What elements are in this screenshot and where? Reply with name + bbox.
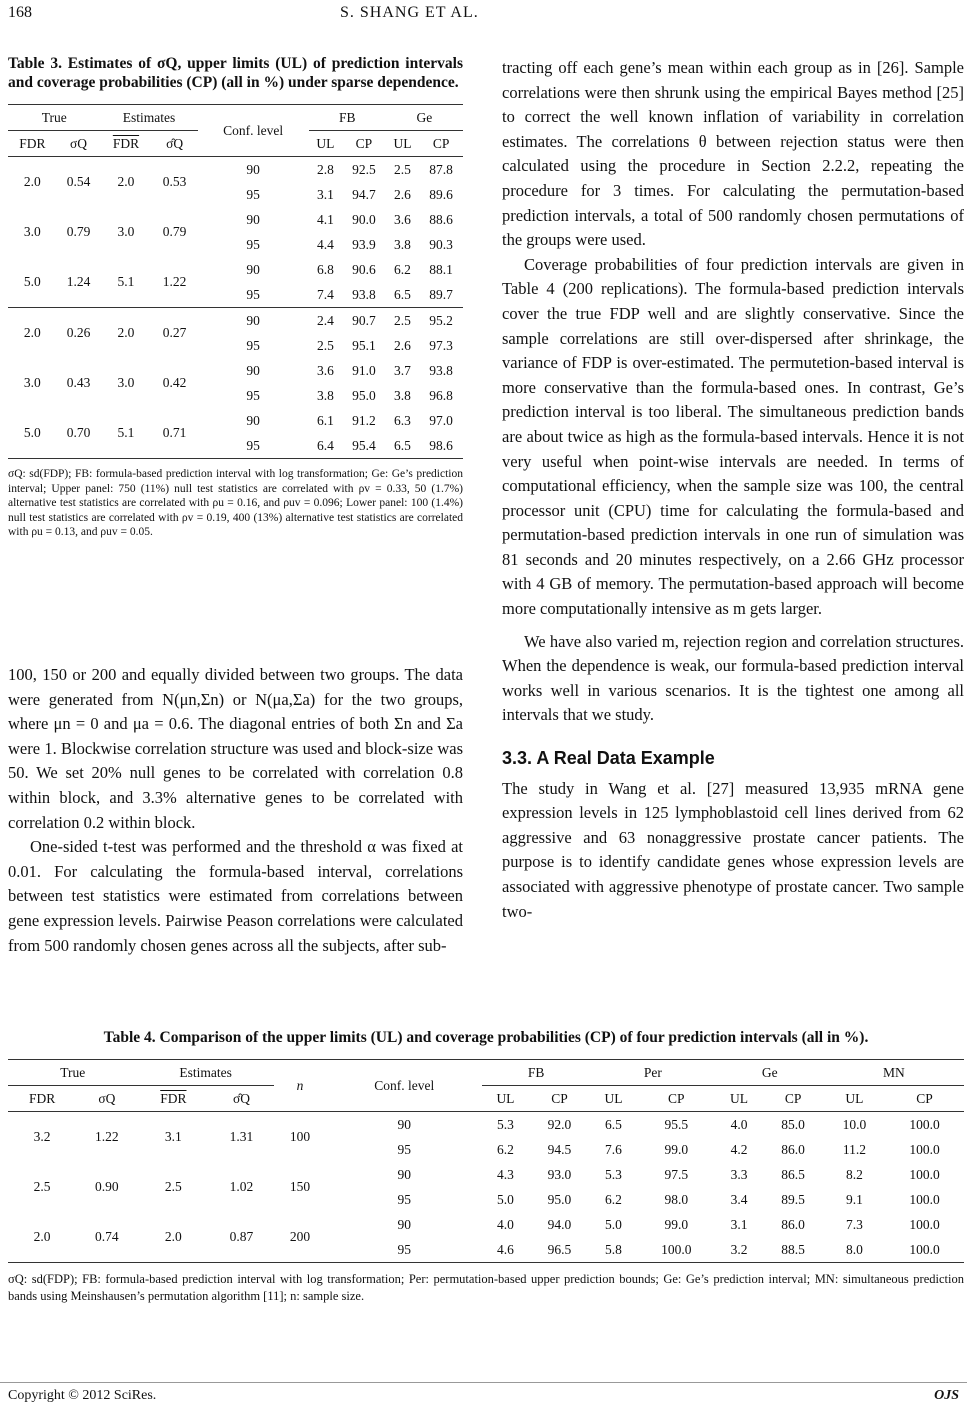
table-cell: 7.6 — [605, 1141, 622, 1157]
table-cell: 0.43 — [66, 375, 91, 390]
table-cell: 7.3 — [845, 1216, 863, 1232]
table-cell: 4.4 — [316, 236, 334, 252]
table-cell: 90 — [246, 211, 260, 227]
table-cell: 97.5 — [664, 1166, 689, 1182]
table-cell: 7.4 — [316, 286, 334, 302]
t3-head-fb: FB — [309, 105, 386, 131]
t4-head-sq: σQ — [76, 1086, 137, 1112]
table-cell: 5.3 — [497, 1116, 514, 1132]
table-cell: 100.0 — [909, 1191, 940, 1207]
table-cell: 95 — [397, 1241, 411, 1257]
table-cell: 8.0 — [845, 1241, 863, 1257]
table-cell: 6.5 — [605, 1116, 622, 1132]
table-cell: 94.7 — [352, 186, 376, 202]
table-cell: 90 — [246, 362, 260, 378]
table-cell: 2.5 — [394, 312, 411, 328]
table-row — [8, 1162, 964, 1187]
table-cell: 0.27 — [162, 325, 187, 340]
t3-head-estimates: Estimates — [122, 109, 176, 125]
t4-head-cp1: CP — [551, 1090, 568, 1106]
t4-head-cp4: CP — [916, 1090, 933, 1106]
table-cell: 95 — [246, 236, 260, 252]
table-cell: 2.5 — [394, 161, 411, 177]
table-cell: 93.8 — [352, 286, 376, 302]
table-cell: 3.6 — [394, 211, 411, 227]
table-cell: 100.0 — [909, 1166, 940, 1182]
table-cell: 6.5 — [394, 286, 411, 302]
table-cell: 2.6 — [394, 186, 411, 202]
right-paragraph-3: We have also varied m, rejection region and correlation structures. When the dependence is weak, our formula-based prediction interval works well in various scenarios. It is the tightest one among all intervals that we study. — [502, 631, 964, 725]
table-cell: 3.1 — [730, 1216, 748, 1232]
table-cell: 95.4 — [352, 437, 376, 453]
table-cell: 8.2 — [845, 1166, 863, 1182]
table-cell: 9.1 — [845, 1191, 863, 1207]
table-cell: 6.1 — [316, 412, 334, 428]
table-cell: 89.6 — [429, 186, 453, 202]
table-cell: 3.3 — [730, 1166, 748, 1182]
t4-head-mn: MN — [824, 1060, 964, 1086]
footer-journal: OJS — [934, 1388, 959, 1403]
right-paragraph-4: The study in Wang et al. [27] measured 13,935 mRNA gene expression levels in 125 lymphoblastoid cell lines derived from 62 aggressive and 63 nonaggressive prostate cancer patients. The purpose is to identify candidate genes whose expression levels are associated with aggressive phenotype of prostate cancer. Two sample two- — [502, 778, 964, 921]
table-cell: 5.0 — [605, 1216, 622, 1232]
t3-head-ul1: UL — [316, 135, 335, 151]
table-cell: 0.42 — [162, 375, 187, 390]
t4-head-n: n — [296, 1077, 304, 1093]
table-cell: 96.5 — [547, 1241, 572, 1257]
right-paragraph-2: Coverage probabilities of four prediction intervals are given in Table 4 (200 replications). The formula-based prediction intervals cover the true FDP well and are slightly conservative. Since the sample correlations are still over-dispersed after shrinkage, the variance of FDP is over-estimated. The permutetion-based interval is more conservative than the formula-based ones. In contrast, Ge’s prediction interval is too liberal. The simultaneous prediction bands are about twice as high as the formula-based intervals. Hence it is not very useful when point-wise intervals are needed. In terms of computational efficiency, when the sample size was 100, the central processor unit (CPU) time for calculating the formula-based and permutation-based prediction intervals in one run of simulation was 81 seconds and 20 minutes respectively, on a 2.66 GHz processor with 4 GB of memory. The permutation-based approach will become more computationally intensive as m gets larger. — [502, 254, 964, 619]
t3-head-true: True — [41, 109, 67, 125]
page-number: 168 — [8, 4, 32, 21]
table-cell: 2.6 — [394, 337, 411, 353]
table-cell: 3.8 — [316, 387, 334, 403]
table4-caption: Table 4. Comparison of the upper limits (UL) and coverage probabilities (CP) of four prediction intervals (all in %). — [103, 1029, 869, 1046]
table-cell: 91.0 — [352, 362, 376, 378]
table-cell: 2.5 — [164, 1179, 182, 1194]
table-cell: 90 — [397, 1166, 411, 1182]
table-cell: 0.54 — [66, 174, 91, 189]
left-column-text — [8, 663, 463, 958]
table3-note: σQ: sd(FDP); FB: formula-based prediction interval with log transformation; Ge: Ge’s prediction interval; Upper panel: 750 (11%) null test statistics are correlated with ρv = 0.33, 50 (1.7%) alternative test statistics are correlated with ρu = 0.16, and ρuv = 0.096; Lower panel: 100 (1.4%) null test statistics are correlated with ρv = 0.19, 400 (13%) alternative test statistics are correlated with ρu = 0.13, and ρuv = 0.05. — [8, 468, 463, 539]
table-cell: 2.0 — [117, 174, 135, 189]
t4-head-ul3: UL — [730, 1090, 749, 1106]
table-cell: 3.6 — [316, 362, 334, 378]
table-row — [8, 157, 463, 183]
table-cell: 97.3 — [429, 337, 453, 353]
t4-head-ul4: UL — [845, 1090, 864, 1106]
table-cell: 0.87 — [229, 1229, 254, 1244]
left-paragraph-2: One-sided t-test was performed and the threshold α was fixed at 0.01. For calculating the formula-based interval, correlations between test statistics were estimated from correlations between gene expression levels. Pairwise Peason correlations were calculated from 500 randomly chosen genes across all the subjects, after sub- — [8, 837, 463, 955]
table-row — [8, 408, 463, 433]
table-cell: 0.74 — [95, 1229, 119, 1244]
table-cell: 90 — [397, 1216, 411, 1232]
table-cell: 3.4 — [730, 1191, 748, 1207]
table-cell: 99.0 — [664, 1141, 689, 1157]
t4-head-fb: FB — [482, 1060, 590, 1086]
table-cell: 2.4 — [316, 312, 334, 328]
t4-head-ge: Ge — [716, 1060, 824, 1086]
table-cell: 3.7 — [394, 362, 411, 378]
table-row — [8, 308, 463, 334]
t4-head-fdrhat: $\overline{FDR}$ — [138, 1086, 210, 1112]
t3-head-ge: Ge — [386, 105, 463, 131]
table-cell: 94.0 — [547, 1216, 572, 1232]
table-cell: 85.0 — [781, 1116, 805, 1132]
table-cell: 0.53 — [162, 174, 187, 189]
table-row — [8, 358, 463, 383]
table-cell: 90 — [246, 312, 260, 328]
table-cell: 95 — [246, 186, 260, 202]
table-cell: 1.31 — [229, 1129, 254, 1144]
table-cell: 1.02 — [229, 1179, 254, 1194]
table-cell: 95 — [246, 286, 260, 302]
table-cell: 3.1 — [316, 186, 334, 202]
table-cell: 91.2 — [352, 412, 376, 428]
table-cell: 3.2 — [33, 1129, 51, 1144]
table-cell: 200 — [289, 1229, 311, 1244]
table-cell: 3.8 — [394, 236, 411, 252]
table-cell: 88.6 — [429, 211, 453, 227]
table-cell: 95.1 — [352, 337, 376, 353]
table-row — [8, 1212, 964, 1237]
table-row — [8, 1112, 964, 1138]
table-cell: 2.5 — [33, 1179, 51, 1194]
table-cell: 86.5 — [781, 1166, 805, 1182]
table-cell: 11.2 — [842, 1141, 866, 1157]
t3-head-sqhat: σ̂Q — [152, 131, 198, 157]
table-cell: 95.5 — [664, 1116, 689, 1132]
table-cell: 3.1 — [164, 1129, 182, 1144]
table4-note: σQ: sd(FDP); FB: formula-based prediction interval with log transformation; Per: permutation-based upper prediction bounds; Ge: Ge’s prediction interval; MN: simultaneous prediction bands using Meinshausen’s permutation algorithm [11]; n: sample size. — [8, 1272, 964, 1303]
table-cell: 93.9 — [352, 236, 376, 252]
table-cell: 90 — [397, 1116, 411, 1132]
table-cell: 4.1 — [316, 211, 334, 227]
table-cell: 0.79 — [66, 224, 91, 239]
footer-copyright: Copyright © 2012 SciRes. — [8, 1388, 157, 1403]
table-cell: 93.8 — [429, 362, 453, 378]
table-cell: 3.0 — [117, 375, 135, 390]
table4-body — [8, 1112, 964, 1263]
table-cell: 92.5 — [352, 161, 376, 177]
table-cell: 3.2 — [730, 1241, 748, 1257]
table-cell: 95.0 — [352, 387, 376, 403]
table-cell: 2.0 — [117, 325, 135, 340]
table-cell: 100.0 — [909, 1241, 940, 1257]
table3-body — [8, 157, 463, 459]
table-cell: 95.2 — [429, 312, 453, 328]
t3-head-ul2: UL — [393, 135, 412, 151]
table-cell: 10.0 — [842, 1116, 867, 1132]
table-cell: 5.3 — [605, 1166, 622, 1182]
table-cell: 150 — [289, 1179, 311, 1194]
table-cell: 95 — [246, 437, 260, 453]
table-cell: 0.26 — [66, 325, 91, 340]
table-cell: 92.0 — [547, 1116, 572, 1132]
table-cell: 94.5 — [547, 1141, 572, 1157]
table-cell: 90.6 — [352, 261, 376, 277]
table-cell: 4.2 — [730, 1141, 748, 1157]
table-cell: 0.71 — [162, 425, 187, 440]
table-cell: 90.0 — [352, 211, 376, 227]
table-cell: 86.0 — [781, 1216, 805, 1232]
table-row — [8, 257, 463, 282]
table-cell: 2.5 — [316, 337, 334, 353]
table-cell: 5.8 — [605, 1241, 622, 1257]
table-cell: 5.0 — [23, 274, 41, 289]
table-cell: 90 — [246, 261, 260, 277]
table-cell: 5.1 — [117, 274, 135, 289]
table-cell: 6.2 — [497, 1141, 514, 1157]
t3-head-fdrhat: $\overline{FDR}$ — [100, 131, 151, 157]
table-cell: 95 — [246, 387, 260, 403]
table-cell: 1.24 — [66, 274, 91, 289]
table-cell: 5.1 — [117, 425, 135, 440]
t4-head-fdr: FDR — [8, 1086, 76, 1112]
table-cell: 6.8 — [316, 261, 334, 277]
t3-head-conf: Conf. level — [223, 122, 284, 138]
table-cell: 4.0 — [730, 1116, 748, 1132]
t3-head-fdr: FDR — [8, 131, 57, 157]
footer-rule — [0, 1382, 967, 1383]
table-cell: 6.4 — [316, 437, 334, 453]
t4-head-ul2: UL — [604, 1090, 623, 1106]
table-cell: 90 — [246, 161, 260, 177]
table-cell: 90.7 — [352, 312, 376, 328]
table4 — [8, 1059, 964, 1263]
table-cell: 2.0 — [23, 174, 41, 189]
table4-block — [8, 1028, 964, 1305]
right-column-text — [502, 56, 964, 924]
table-cell: 90.3 — [429, 236, 453, 252]
table-cell: 6.2 — [394, 261, 411, 277]
t4-head-true: True — [60, 1064, 86, 1080]
t3-head-sq: σQ — [57, 131, 101, 157]
table-cell: 100.0 — [661, 1241, 692, 1257]
table-cell: 96.8 — [429, 387, 453, 403]
table-cell: 100 — [289, 1129, 311, 1144]
t4-head-sqhat: σ̂Q — [209, 1086, 274, 1112]
table-cell: 89.7 — [429, 286, 453, 302]
table-cell: 97.0 — [429, 412, 453, 428]
table-cell: 1.22 — [95, 1129, 119, 1144]
table-cell: 4.6 — [497, 1241, 514, 1257]
table-cell: 3.0 — [23, 375, 41, 390]
table-cell: 2.0 — [164, 1229, 182, 1244]
table-cell: 93.0 — [547, 1166, 572, 1182]
table-cell: 100.0 — [909, 1216, 940, 1232]
table-cell: 0.90 — [95, 1179, 119, 1194]
table-cell: 2.8 — [316, 161, 334, 177]
table-cell: 3.0 — [117, 224, 135, 239]
table-cell: 95 — [397, 1191, 411, 1207]
table-cell: 4.3 — [497, 1166, 514, 1182]
table3-block — [8, 54, 463, 540]
table-cell: 99.0 — [664, 1216, 689, 1232]
table-cell: 88.5 — [781, 1241, 805, 1257]
table-cell: 95 — [397, 1141, 411, 1157]
table-cell: 86.0 — [781, 1141, 805, 1157]
table-cell: 89.5 — [781, 1191, 805, 1207]
table3 — [8, 104, 463, 459]
table-cell: 98.0 — [664, 1191, 689, 1207]
table-cell: 4.0 — [497, 1216, 514, 1232]
t4-head-conf: Conf. level — [374, 1077, 435, 1093]
table-cell: 6.5 — [394, 437, 411, 453]
t3-head-cp2: CP — [432, 135, 450, 151]
table-cell: 5.0 — [497, 1191, 514, 1207]
table-cell: 90 — [246, 412, 260, 428]
t4-head-estimates: Estimates — [179, 1064, 232, 1080]
table-cell: 0.70 — [66, 425, 91, 440]
table-cell: 3.8 — [394, 387, 411, 403]
t4-head-cp2: CP — [668, 1090, 685, 1106]
table-cell: 95 — [246, 337, 260, 353]
table-cell: 6.3 — [394, 412, 411, 428]
t4-head-cp3: CP — [784, 1090, 802, 1106]
table-cell: 2.0 — [23, 325, 41, 340]
t4-head-per: Per — [590, 1060, 716, 1086]
table-cell: 1.22 — [162, 274, 187, 289]
table-row — [8, 207, 463, 232]
left-paragraph-1: 100, 150 or 200 and equally divided between two groups. The data were generated from N(μn,Σn) or N(μa,Σa) for the two groups, where μn = 0 and μa = 0.6. The diagonal entries of both Σn and Σa were 1. Blockwise correlation structure was used and block-size was 50. We set 20% null genes to be correlated with correlation 0.8 within block, and 3.3% alternative genes to be correlated with correlation 0.2 within block. — [8, 665, 463, 832]
right-paragraph-1: tracting off each gene’s mean within each group as in [26]. Sample correlations were then shrunk using the empirical Bayes method [25] to correct the well known inflation of variability in correlation estimates. The correlations θ between rejection status were then calculated using the procedure in Section 2.2.2, repeating the procedure for 3 times. For calculating the permutation-based prediction intervals, a total of 500 randomly chosen permutations of the groups were used. — [502, 58, 964, 250]
t3-head-cp1: CP — [355, 135, 373, 151]
table-cell: 2.0 — [33, 1229, 51, 1244]
running-title: S. SHANG ET AL. — [340, 4, 479, 21]
table-cell: 100.0 — [909, 1141, 940, 1157]
table-cell: 5.0 — [23, 425, 41, 440]
table-cell: 3.0 — [23, 224, 41, 239]
table-cell: 98.6 — [429, 437, 453, 453]
table-cell: 6.2 — [605, 1191, 622, 1207]
table-cell: 87.8 — [429, 161, 453, 177]
table3-caption: Table 3. Estimates of σQ, upper limits (UL) of prediction intervals and coverage probabilities (CP) (all in %) under sparse dependence. — [8, 55, 463, 91]
table-cell: 88.1 — [429, 261, 453, 277]
table-cell: 100.0 — [909, 1116, 940, 1132]
table-cell: 95.0 — [547, 1191, 572, 1207]
section-heading: 3.3. A Real Data Example — [502, 748, 715, 769]
table-cell: 0.79 — [162, 224, 187, 239]
t4-head-ul1: UL — [496, 1090, 515, 1106]
